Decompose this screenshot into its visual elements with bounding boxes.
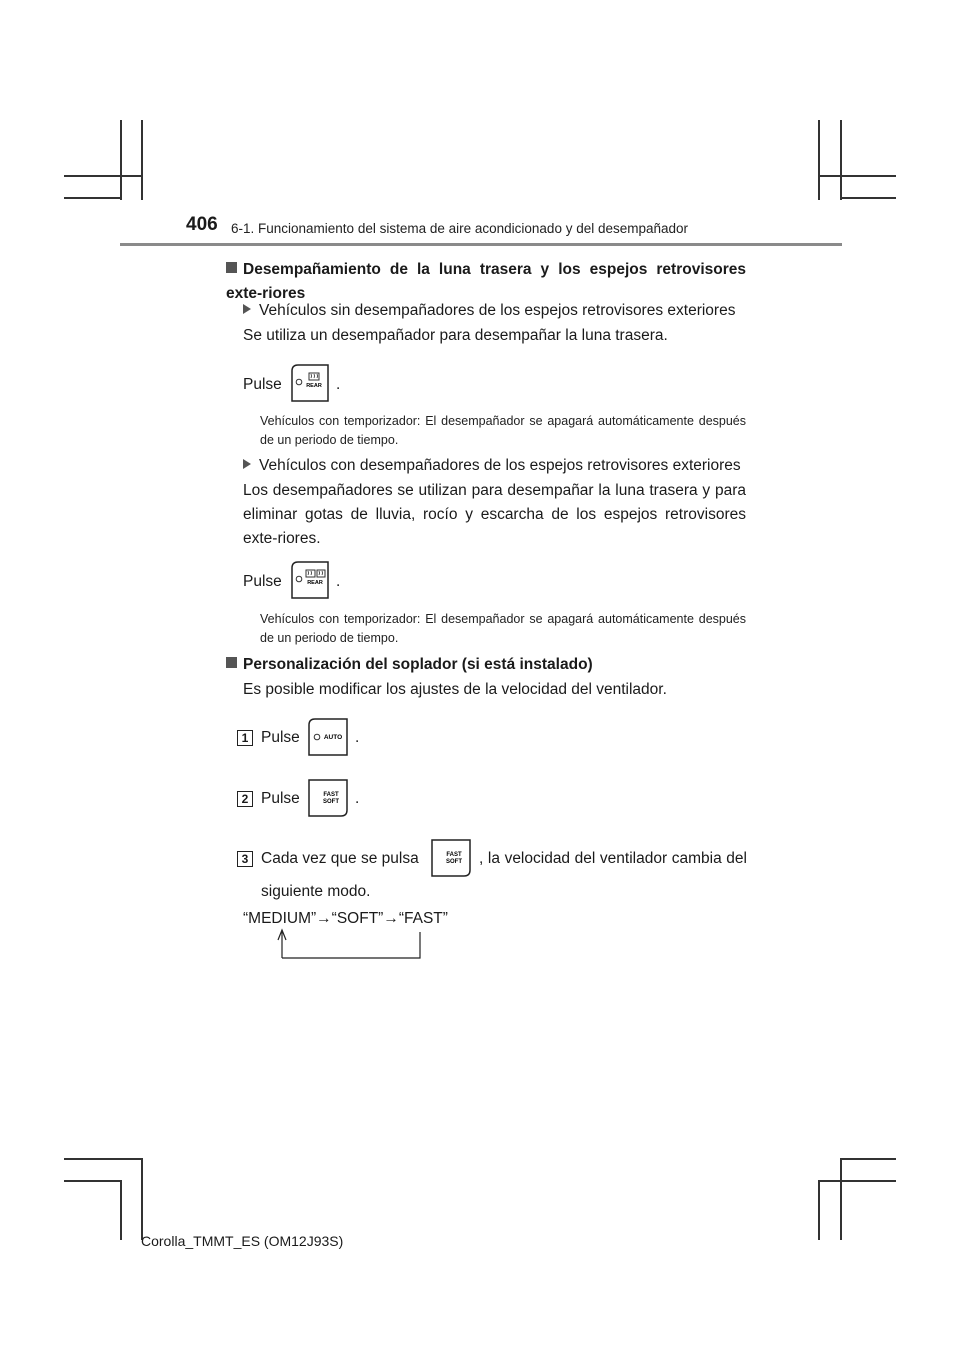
crop-mark — [141, 120, 143, 200]
square-bullet-icon — [226, 657, 237, 668]
soft-text: SOFT — [446, 859, 462, 865]
square-bullet-icon — [226, 262, 237, 273]
pulse-end: . — [336, 573, 341, 590]
fast-soft-button[interactable] — [430, 838, 472, 878]
step-end: . — [355, 790, 360, 807]
step-number: 1 — [237, 730, 253, 746]
timer-note: Vehículos con temporizador: El desempañador se apagará automáticamente después de un periodo de tiempo. — [260, 612, 746, 645]
pulse-label: Pulse — [243, 573, 282, 590]
crop-mark — [64, 175, 142, 177]
blower-paragraph: Es posible modificar los ajustes de la velocidad del ventilador. — [243, 681, 667, 698]
step-number: 3 — [237, 851, 253, 867]
auto-button-text: AUTO — [323, 734, 343, 741]
paragraph-without-mirrors: Se utiliza un desempañador para desempañar la luna trasera. — [243, 327, 668, 344]
paragraph-with-mirrors: Los desempañadores se utilizan para desempañar la luna trasera y para eliminar gotas de lluvia, rocío y escarcha de los espejos retrovisores exte-riores. — [243, 482, 746, 547]
crop-mark — [818, 120, 820, 200]
crop-mark — [840, 1158, 896, 1160]
subheading-without-mirrors: Vehículos sin desempañadores de los espejos retrovisores exteriores — [243, 300, 735, 322]
crop-mark — [141, 1158, 143, 1240]
crop-mark — [64, 1180, 120, 1182]
fan-speed-cycle: “MEDIUM”→“SOFT”→“FAST” — [243, 910, 448, 927]
pulse-end: . — [336, 376, 341, 393]
step-end: . — [355, 729, 360, 746]
crop-mark — [64, 197, 120, 199]
step-number: 2 — [237, 791, 253, 807]
step-end: , la velocidad del ventilador cambia del — [479, 850, 747, 867]
crop-mark — [120, 1180, 122, 1240]
step-label: Pulse — [261, 790, 300, 807]
section-title: 6-1. Funcionamiento del sistema de aire acondicionado y del desempañador — [231, 221, 689, 236]
crop-mark — [818, 175, 896, 177]
rear-defog-heading: Desempañamiento de la luna trasera y los espejos retrovisores exte-riores — [226, 261, 746, 302]
step-label: Cada vez que se pulsa — [261, 850, 419, 867]
crop-mark — [840, 1158, 842, 1240]
triangle-bullet-icon — [243, 304, 251, 314]
crop-mark — [64, 1158, 142, 1160]
crop-mark — [818, 1180, 820, 1240]
step-label: Pulse — [261, 729, 300, 746]
subheading-with-mirrors: Vehículos con desempañadores de los espejos retrovisores exteriores — [243, 455, 741, 477]
rear-button-text: REAR — [307, 580, 323, 586]
crop-mark — [840, 197, 896, 199]
fast-soft-button[interactable] — [307, 778, 349, 818]
cycle-arrow-icon — [274, 928, 426, 960]
rear-button-text: REAR — [306, 383, 322, 389]
rear-defogger-button[interactable] — [290, 363, 330, 403]
blower-heading: Personalización del soplador (si está instalado) — [226, 653, 746, 677]
step-continuation: siguiente modo. — [261, 883, 371, 900]
crop-mark — [840, 120, 842, 200]
auto-button[interactable] — [307, 717, 349, 757]
fast-text: FAST — [446, 852, 462, 858]
crop-mark — [818, 1180, 896, 1182]
triangle-bullet-icon — [243, 459, 251, 469]
crop-mark — [120, 120, 122, 200]
fast-text: FAST — [323, 792, 339, 798]
footer-text: Corolla_TMMT_ES (OM12J93S) — [141, 1233, 344, 1249]
header-divider — [120, 243, 842, 246]
pulse-label: Pulse — [243, 376, 282, 393]
timer-note: Vehículos con temporizador: El desempañador se apagará automáticamente después de un periodo de tiempo. — [260, 414, 746, 447]
rear-mirror-defogger-button[interactable] — [290, 560, 330, 600]
soft-text: SOFT — [323, 799, 339, 805]
page-number: 406 — [186, 214, 218, 235]
